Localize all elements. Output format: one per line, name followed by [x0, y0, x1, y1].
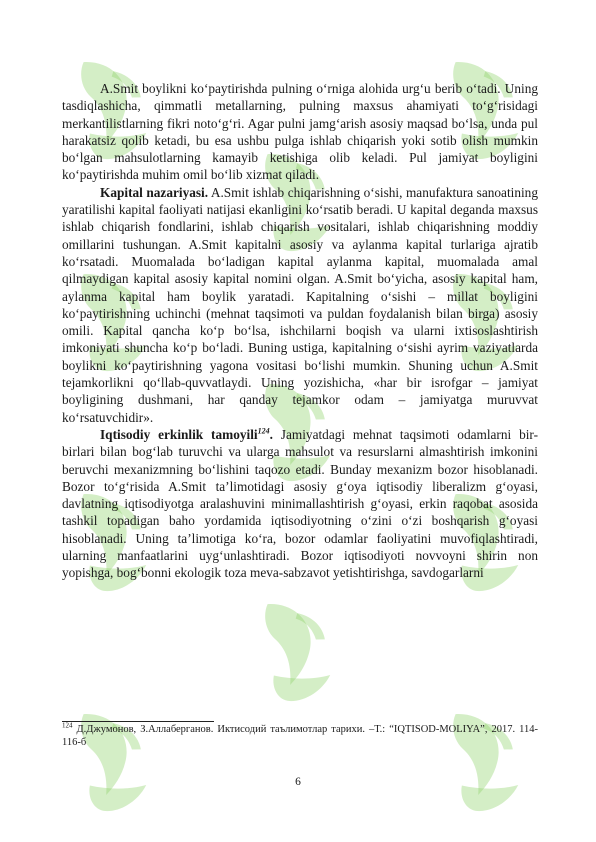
section-heading-economic-freedom [100, 427, 273, 442]
section-heading-capital-theory: Kapital nazariyasi. [100, 184, 209, 200]
footnote-text: Д.Джумонов, З.Аллаберганов. Иктисодий таълимотлар тарихи. –Т.: “IQTISOD-MOLIYA”, 2017. 114-116-б [62, 724, 538, 748]
section-heading-economic-freedom-text: Iqtisodiy erkinlik tamoyili [100, 426, 258, 442]
leaf-logo-icon [426, 697, 535, 819]
paragraph-economic-freedom-text: Jamiyatdagi mehnat taqsimoti odamlarni bir-birlari bilan bog‘lab turuvchi va ularga mahsulot va resurslarni almashtirish imkonini beruvchi mexanizmning bo‘lishini taqozo etadi. Bunday mexanizm bozor hisoblanadi. Bozor to‘g‘risida A.Smit ta’limotidagi asosiy g‘oya iqtisodiy liberalizm g‘oyasi, davlatning iqtisodiyotga aralashuvini minimallashtirish g‘oyasi, erkin raqobat asosida tashkil topadigan baho yordamida iqtisodiyotning o‘zini o‘zi boshqarish g‘oyasi hisoblanadi. Uning ta’limotiga ko‘ra, bozor odamlar faoliyatini muvofiqlashtiradi, ularning manfaatlarini uyg‘unlashtiradi. Bozor iqtisodiyoti novvoyni shirin non yopishga, bog‘bonni ekologik toza meva-sabzavot yetishtirishga, savdogarlarni [62, 426, 539, 581]
page-number: 6 [295, 776, 301, 788]
paragraph-capital-theory [62, 184, 538, 426]
footnote-divider [62, 721, 214, 722]
leaf-logo-icon [238, 587, 347, 709]
paragraph-economic-freedom [62, 426, 538, 582]
footnote [62, 723, 538, 749]
footnote-reference[interactable]: 124 [257, 426, 270, 436]
paragraph-capital-theory-text: A.Smit ishlab chiqarishning o‘sishi, manufaktura sanoatining yaratilishi kapital faoliyati natijasi ekanligini ko‘rsatib beradi. U kapital deganda maxsus ishlab chiqarish fondlarini, ishlab chiqarish vositalari, ishlab chiqarishning moddiy omillarini tushungan. A.Smit kapitalni asosiy va aylanma kapital turlariga ajratib ko‘rsatadi. Muomalada bo‘ladigan kapital aylanma kapital, muomalada amal qilmaydigan kapital asosiy kapital nomini olgan. A.Smit bo‘yicha, asosiy kapital ham, aylanma kapital ham boylik yaratadi. Kapitalning o‘sishi – millat boyligini ko‘paytirishning uchinchi (mehnat taqsimoti va puldan foydalanish bilan birga) asosiy omili. Kapital qancha ko‘p bo‘lsa, ishchilarni boqish va ularni ixtisoslashtirish imkoniyati shuncha ko‘p bo‘ladi. Buning ustiga, kapitalning o‘sishi ayrim vaziyatlarda boylikni ko‘paytirishning yagona vositasi bo‘lishi mumkin. Shuning uchun A.Smit tejamkorlikni qo‘llab-quvvatlaydi. Uning yozishicha, «har bir isrofgar – jamiyat boyligining dushmani, har qanday tejamkor odam – jamiyatga muruvvat ko‘rsatuvchidir». [62, 184, 538, 425]
footnote-number: 124 [62, 721, 73, 730]
leaf-logo-icon [54, 697, 163, 819]
paragraph-money: A.Smit boylikni ko‘paytirishda pulning o‘rniga alohida urg‘u berib o‘tadi. Uning tasdiqlashicha, qimmatli metallarning, pulning maxsus ahamiyati to‘g‘risidagi merkantilistlarning fikri noto‘g‘ri. Agar pulni jamg‘arish asosiy maqsad bo‘lsa, unda pul harakatsiz qolib ketadi, bu esa ushbu pulga ishlab chiqarish yoki sotib olish mumkin bo‘lgan mahsulotlarning kamayib ketishiga olib keladi. Pul jamiyat boyligini ko‘paytirishda muhim omil bo‘lib xizmat qiladi. [62, 81, 538, 183]
section-heading-period: . [269, 426, 273, 442]
page-body [62, 80, 538, 582]
